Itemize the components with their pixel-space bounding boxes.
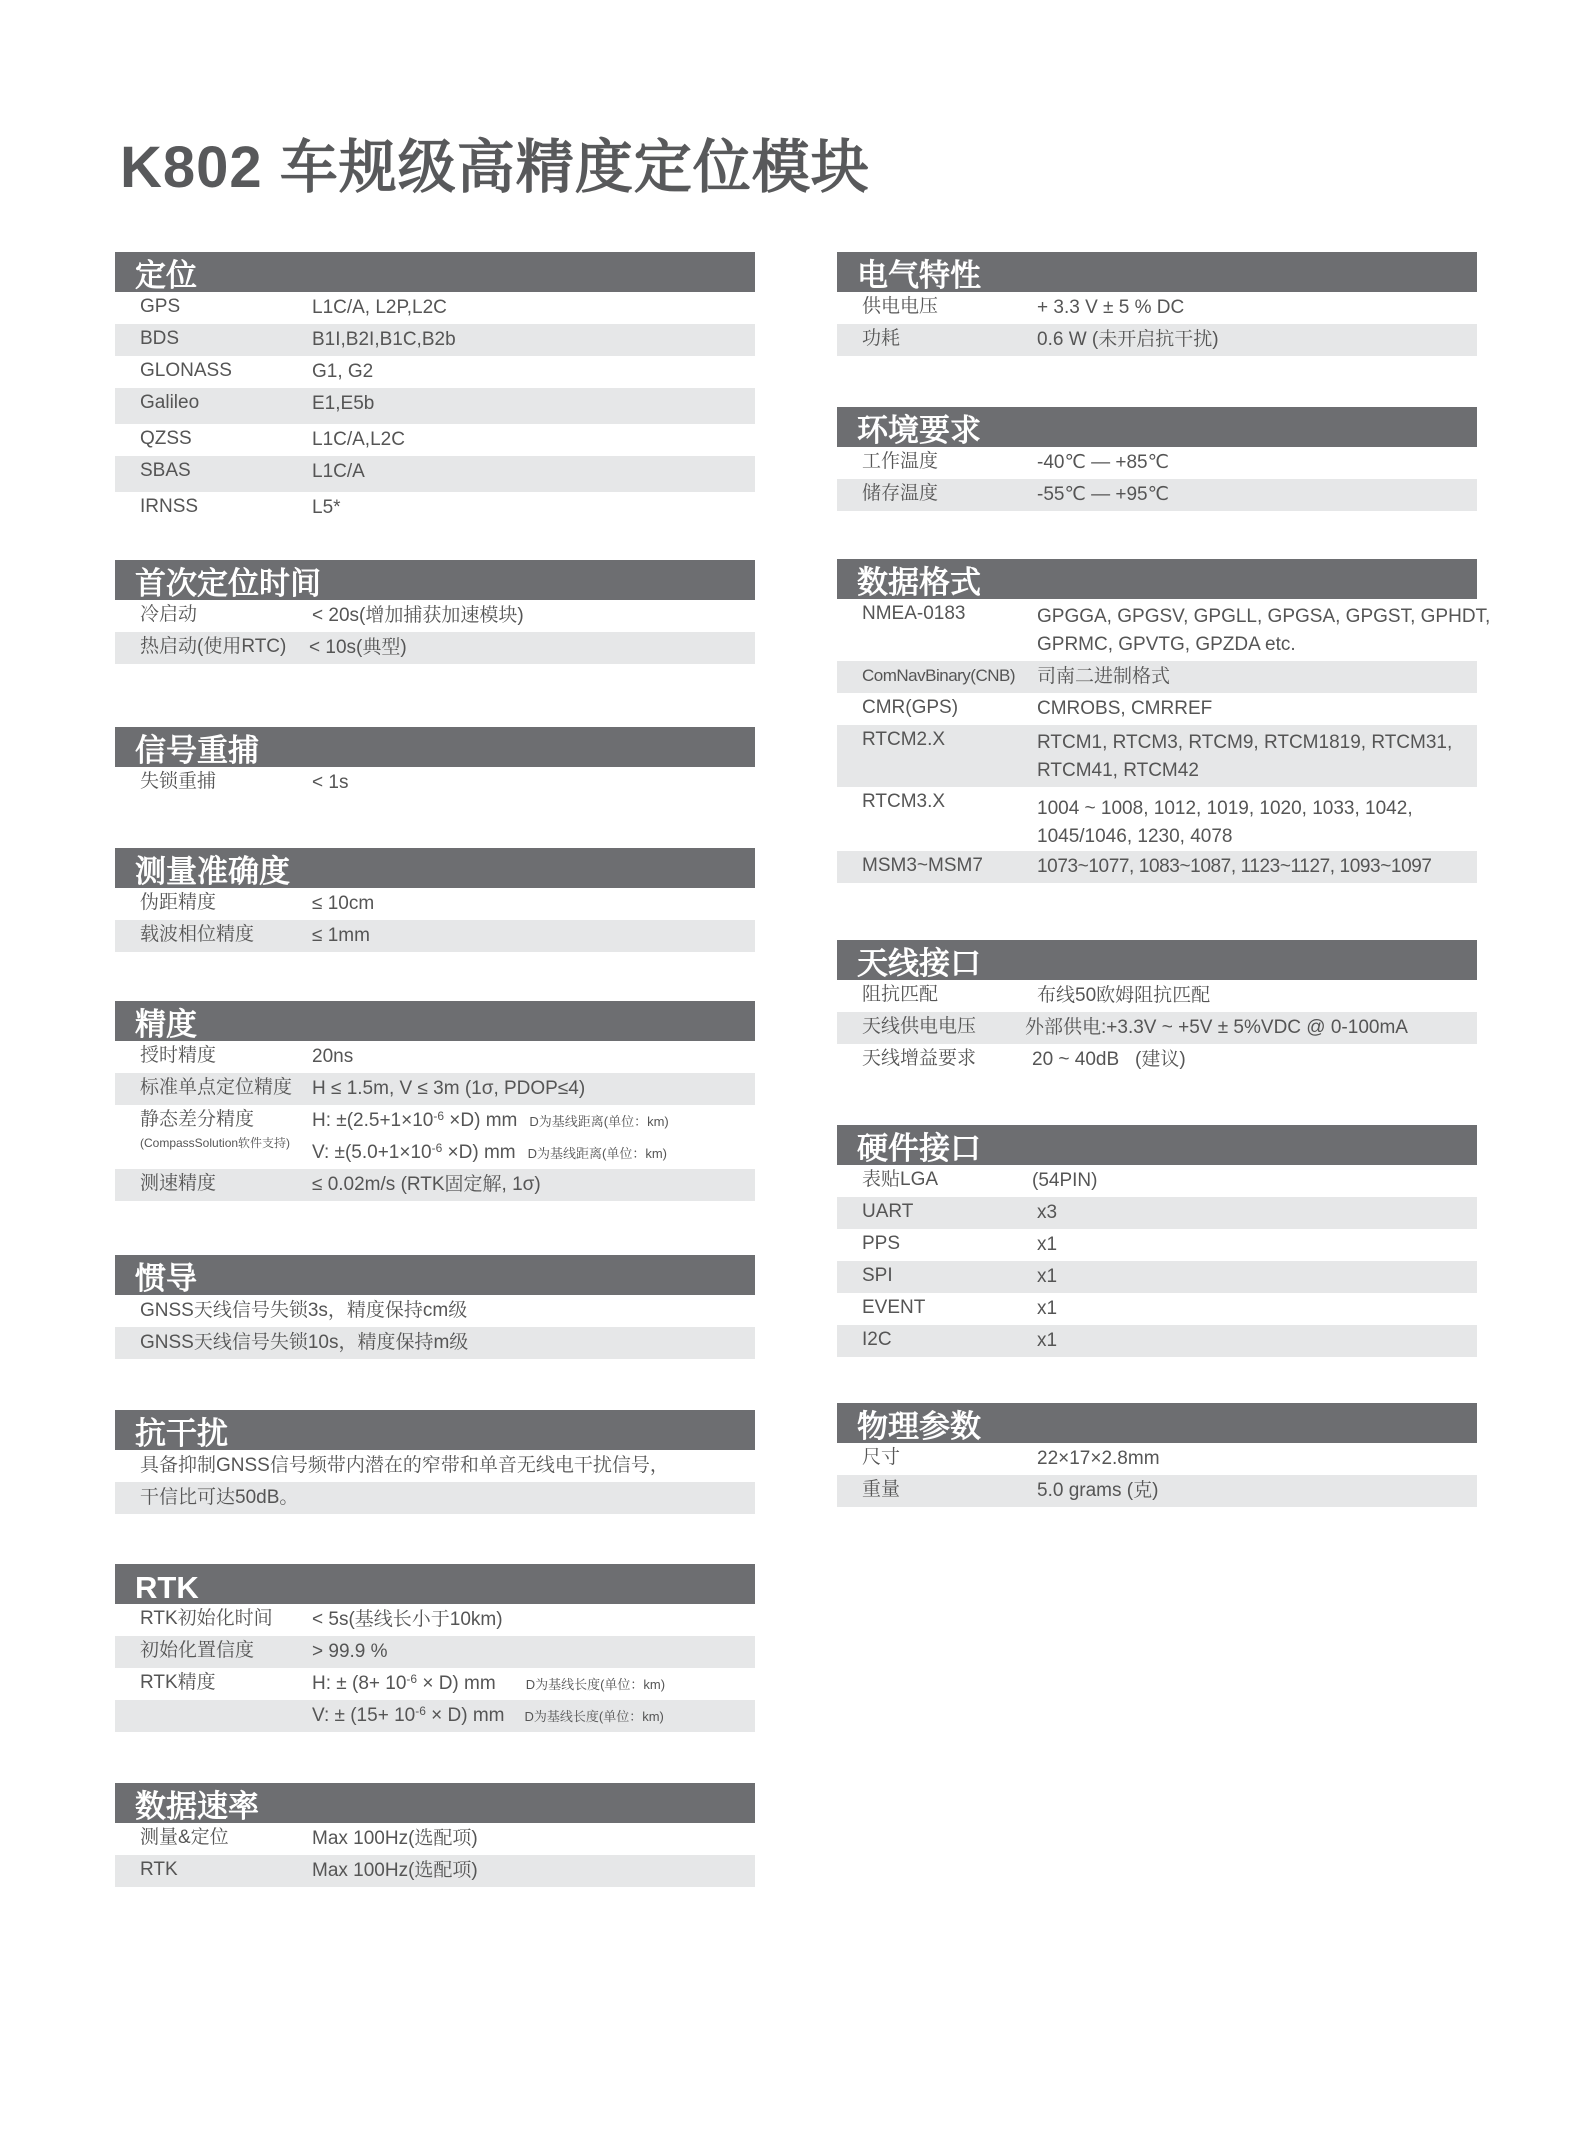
section-header: 抗干扰	[115, 1410, 755, 1450]
spec-value: ≤ 1mm	[312, 925, 370, 946]
section-header: 电气特性	[837, 252, 1477, 292]
spec-label-sub: (CompassSolution软件支持)	[140, 1136, 291, 1150]
spec-value: E1,E5b	[312, 393, 375, 414]
section-header: 数据格式	[837, 559, 1477, 599]
spec-row-nmea	[837, 599, 1491, 661]
spec-label: 供电电压	[862, 296, 939, 317]
spec-value: x1	[1037, 1234, 1058, 1255]
spec-value: x1	[1037, 1298, 1058, 1319]
spec-label: 初始化置信度	[140, 1640, 255, 1661]
section-header: 首次定位时间	[115, 560, 755, 600]
spec-label-main: 静态差分精度	[140, 1109, 255, 1130]
spec-row-reacquisition	[115, 767, 755, 799]
spec-row-rtk-init-confidence	[115, 1636, 755, 1668]
section-header: 数据速率	[115, 1783, 755, 1823]
spec-row-rtk-init-time	[115, 1604, 755, 1636]
spec-label: 重量	[862, 1479, 901, 1500]
section-header: 定位	[115, 252, 755, 292]
value-text: ×D) mm	[442, 1142, 516, 1163]
spec-value: L5*	[312, 497, 341, 518]
spec-value: x3	[1037, 1202, 1058, 1223]
spec-row-operating-temp	[837, 447, 1477, 479]
spec-label: RTK精度	[140, 1672, 216, 1693]
spec-row-anti-jamming-2	[115, 1482, 755, 1514]
spec-label: SBAS	[140, 460, 191, 481]
spec-row-rtk-accuracy-v	[115, 1700, 755, 1732]
spec-value-line-1: 1004 ~ 1008, 1012, 1019, 1020, 1033, 1042,	[1037, 798, 1413, 819]
spec-value: < 20s(增加捕获加速模块)	[312, 605, 524, 626]
spec-label: 天线供电电压	[862, 1016, 977, 1037]
spec-row-gps	[115, 292, 755, 324]
spec-value: L1C/A, L2P,L2C	[312, 297, 447, 318]
spec-label: 失锁重捕	[140, 771, 217, 792]
spec-value: 具备抑制GNSS信号频带内潜在的窄带和单音无线电干扰信号，	[140, 1455, 669, 1476]
spec-row-power	[837, 324, 1477, 356]
spec-label: ComNavBinary(CNB)	[862, 666, 1016, 685]
section-header: 环境要求	[837, 407, 1477, 447]
section-positioning	[115, 252, 755, 524]
spec-value-line-1: GPGGA, GPGSV, GPGLL, GPGSA, GPGST, GPHDT,	[1037, 606, 1491, 627]
spec-value: (54PIN)	[1032, 1170, 1098, 1191]
spec-value: ≤ 10cm	[312, 893, 375, 914]
spec-row-msm	[837, 851, 1477, 883]
spec-row-storage-temp	[837, 479, 1477, 511]
spec-row-velocity	[115, 1169, 755, 1201]
spec-row-dimensions	[837, 1443, 1477, 1475]
section-header: 测量准确度	[115, 848, 755, 888]
spec-row-uart	[837, 1197, 1477, 1229]
section-measurement-accuracy	[115, 848, 755, 952]
spec-label: RTK	[140, 1859, 178, 1880]
spec-label: IRNSS	[140, 496, 199, 517]
spec-label: 天线增益要求	[862, 1048, 977, 1069]
spec-row-i2c	[837, 1325, 1477, 1357]
spec-row-ins-10s	[115, 1327, 755, 1359]
spec-label: 测量&定位	[140, 1827, 229, 1848]
spec-label: MSM3~MSM7	[862, 855, 983, 876]
spec-value: 外部供电:+3.3V ~ +5V ± 5%VDC @ 0-100mA	[1025, 1017, 1408, 1038]
section-precision	[115, 1001, 755, 1201]
spec-label: 功耗	[862, 328, 901, 349]
spec-value: ≤ 0.02m/s (RTK固定解, 1σ)	[312, 1174, 541, 1195]
spec-label	[140, 1105, 290, 1151]
spec-value: + 3.3 V ± 5 % DC	[1037, 297, 1185, 318]
section-header: 天线接口	[837, 940, 1477, 980]
spec-row-weight	[837, 1475, 1477, 1507]
spec-row-spp	[115, 1073, 755, 1105]
spec-row-impedance	[837, 980, 1477, 1012]
spec-row-rtk-accuracy-h	[115, 1668, 755, 1700]
spec-value-v	[312, 1137, 755, 1169]
spec-value: L1C/A,L2C	[312, 429, 405, 450]
section-header: 惯导	[115, 1255, 755, 1295]
spec-value: 20 ~ 40dB (建议)	[1032, 1049, 1186, 1070]
value-text: × D) mm	[425, 1705, 505, 1726]
exponent: -6	[433, 1109, 445, 1123]
spec-row-bds	[115, 324, 755, 356]
spec-row-sbas	[115, 456, 755, 492]
section-header: 信号重捕	[115, 727, 755, 767]
spec-row-antenna-power	[837, 1012, 1477, 1044]
spec-label: CMR(GPS)	[862, 697, 959, 718]
exponent: -6	[431, 1141, 443, 1155]
spec-row-hot-start	[115, 632, 755, 664]
spec-value: GNSS天线信号失锁3s，精度保持cm级	[140, 1300, 468, 1321]
spec-value: -55℃ — +95℃	[1037, 484, 1169, 505]
spec-row-cold-start	[115, 600, 755, 632]
value-note: D为基线长度(单位：km)	[525, 1677, 666, 1692]
spec-row-cmr	[837, 693, 1477, 725]
spec-row-rtk-rate	[115, 1855, 755, 1887]
spec-value: x1	[1037, 1330, 1058, 1351]
spec-label: Galileo	[140, 392, 200, 413]
spec-value: Max 100Hz(选配项)	[312, 1828, 478, 1849]
spec-value-line-1: RTCM1, RTCM3, RTCM9, RTCM1819, RTCM31,	[1037, 732, 1453, 753]
spec-value: 22×17×2.8mm	[1037, 1448, 1160, 1469]
spec-value: 干信比可达50dB。	[140, 1487, 299, 1508]
spec-label: SPI	[862, 1265, 893, 1286]
spec-label: 载波相位精度	[140, 924, 255, 945]
value-note: D为基线长度(单位：km)	[524, 1709, 664, 1724]
section-ttff	[115, 560, 755, 664]
spec-value: GNSS天线信号失锁10s，精度保持m级	[140, 1332, 469, 1353]
spec-value: -40℃ — +85℃	[1037, 452, 1169, 473]
value-text: V: ±(5.0+1×10	[312, 1142, 432, 1163]
spec-row-anti-jamming-1	[115, 1450, 755, 1482]
value-text: H: ± (8+ 10	[312, 1673, 407, 1694]
spec-value: < 1s	[312, 772, 349, 793]
spec-row-supply-voltage	[837, 292, 1477, 324]
value-note: D为基线距离(单位：km)	[527, 1146, 668, 1161]
spec-label: RTCM2.X	[862, 729, 946, 750]
spec-label: PPS	[862, 1233, 901, 1254]
section-anti-jamming	[115, 1410, 755, 1514]
exponent: -6	[415, 1704, 426, 1718]
spec-value: < 5s(基线长小于10km)	[312, 1609, 503, 1630]
page-title: K802 车规级高精度定位模块	[120, 135, 870, 200]
spec-row-cnb	[837, 661, 1477, 693]
spec-row-rtcm3	[837, 787, 1477, 851]
spec-label: 标准单点定位精度	[140, 1077, 293, 1098]
spec-value-line-2: RTCM41, RTCM42	[1037, 760, 1199, 781]
spec-label: 冷启动	[140, 604, 198, 625]
spec-row-rtcm2	[837, 725, 1477, 787]
spec-row-spi	[837, 1261, 1477, 1293]
spec-row-measurement-rate	[115, 1823, 755, 1855]
spec-label: NMEA-0183	[862, 603, 966, 624]
section-physical	[837, 1403, 1477, 1507]
spec-value: CMROBS, CMRREF	[1037, 698, 1213, 719]
spec-label: 授时精度	[140, 1045, 217, 1066]
spec-row-qzss	[115, 424, 755, 456]
spec-value: L1C/A	[312, 461, 365, 482]
spec-value: x1	[1037, 1266, 1058, 1287]
spec-label: 伪距精度	[140, 892, 217, 913]
spec-label: RTK初始化时间	[140, 1608, 273, 1629]
spec-value-h	[312, 1105, 755, 1137]
value-text: H: ±(2.5+1×10	[312, 1110, 434, 1131]
section-electrical	[837, 252, 1477, 356]
spec-value	[312, 1668, 755, 1700]
section-data-rate	[115, 1783, 755, 1887]
spec-value: B1I,B2I,B1C,B2b	[312, 329, 456, 350]
spec-label: 表贴LGA	[862, 1169, 939, 1190]
spec-row-lga	[837, 1165, 1477, 1197]
spec-label: GPS	[140, 296, 181, 317]
spec-label: 热启动(使用RTC)	[140, 636, 287, 657]
value-text: V: ± (15+ 10	[312, 1705, 416, 1726]
section-header: 精度	[115, 1001, 755, 1041]
value-text: ×D) mm	[444, 1110, 518, 1131]
spec-label: 阻抗匹配	[862, 984, 939, 1005]
spec-value: 布线50欧姆阻抗匹配	[1037, 985, 1211, 1006]
spec-value	[312, 1700, 755, 1732]
spec-value: 20ns	[312, 1046, 354, 1067]
spec-value-line-2: GPRMC, GPVTG, GPZDA etc.	[1037, 634, 1296, 655]
spec-label: BDS	[140, 328, 180, 349]
section-data-format	[837, 559, 1491, 883]
spec-row-ins-3s	[115, 1295, 755, 1327]
section-rtk	[115, 1564, 755, 1732]
section-hardware	[837, 1125, 1477, 1357]
spec-row-irnss	[115, 492, 755, 524]
spec-value: 1073~1077, 1083~1087, 1123~1127, 1093~1097	[1037, 856, 1432, 877]
spec-value: 司南二进制格式	[1037, 666, 1171, 687]
spec-value: < 10s(典型)	[309, 637, 407, 658]
spec-label: GLONASS	[140, 360, 232, 381]
section-environment	[837, 407, 1477, 511]
section-header: 硬件接口	[837, 1125, 1477, 1165]
spec-row-pps	[837, 1229, 1477, 1261]
spec-value: 5.0 grams (克)	[1037, 1480, 1159, 1501]
value-note: D为基线距离(单位：km)	[529, 1114, 669, 1129]
spec-label: 储存温度	[862, 483, 939, 504]
spec-row-static-differential	[115, 1105, 755, 1169]
spec-label: I2C	[862, 1329, 892, 1350]
spec-row-carrier-phase	[115, 920, 755, 952]
spec-row-glonass	[115, 356, 755, 388]
section-header: RTK	[115, 1564, 755, 1604]
value-text: × D) mm	[417, 1673, 496, 1694]
spec-value: H ≤ 1.5m, V ≤ 3m (1σ, PDOP≤4)	[312, 1078, 586, 1099]
spec-label: 尺寸	[862, 1447, 901, 1468]
spec-label: QZSS	[140, 428, 192, 449]
section-antenna	[837, 940, 1477, 1076]
spec-value: > 99.9 %	[312, 1641, 388, 1662]
spec-row-pseudorange	[115, 888, 755, 920]
spec-value: 0.6 W (未开启抗干扰)	[1037, 329, 1219, 350]
section-header: 物理参数	[837, 1403, 1477, 1443]
section-ins	[115, 1255, 755, 1359]
spec-value-line-2: 1045/1046, 1230, 4078	[1037, 826, 1233, 847]
section-reacquisition	[115, 727, 755, 799]
spec-row-antenna-gain	[837, 1044, 1477, 1076]
spec-label: EVENT	[862, 1297, 926, 1318]
spec-value: G1, G2	[312, 361, 374, 382]
spec-label: UART	[862, 1201, 914, 1222]
exponent: -6	[406, 1672, 418, 1686]
spec-row-timing	[115, 1041, 755, 1073]
spec-label: 测速精度	[140, 1173, 217, 1194]
spec-row-galileo	[115, 388, 755, 424]
spec-label: 工作温度	[862, 451, 939, 472]
spec-value: Max 100Hz(选配项)	[312, 1860, 478, 1881]
spec-row-event	[837, 1293, 1477, 1325]
spec-label: RTCM3.X	[862, 791, 946, 812]
